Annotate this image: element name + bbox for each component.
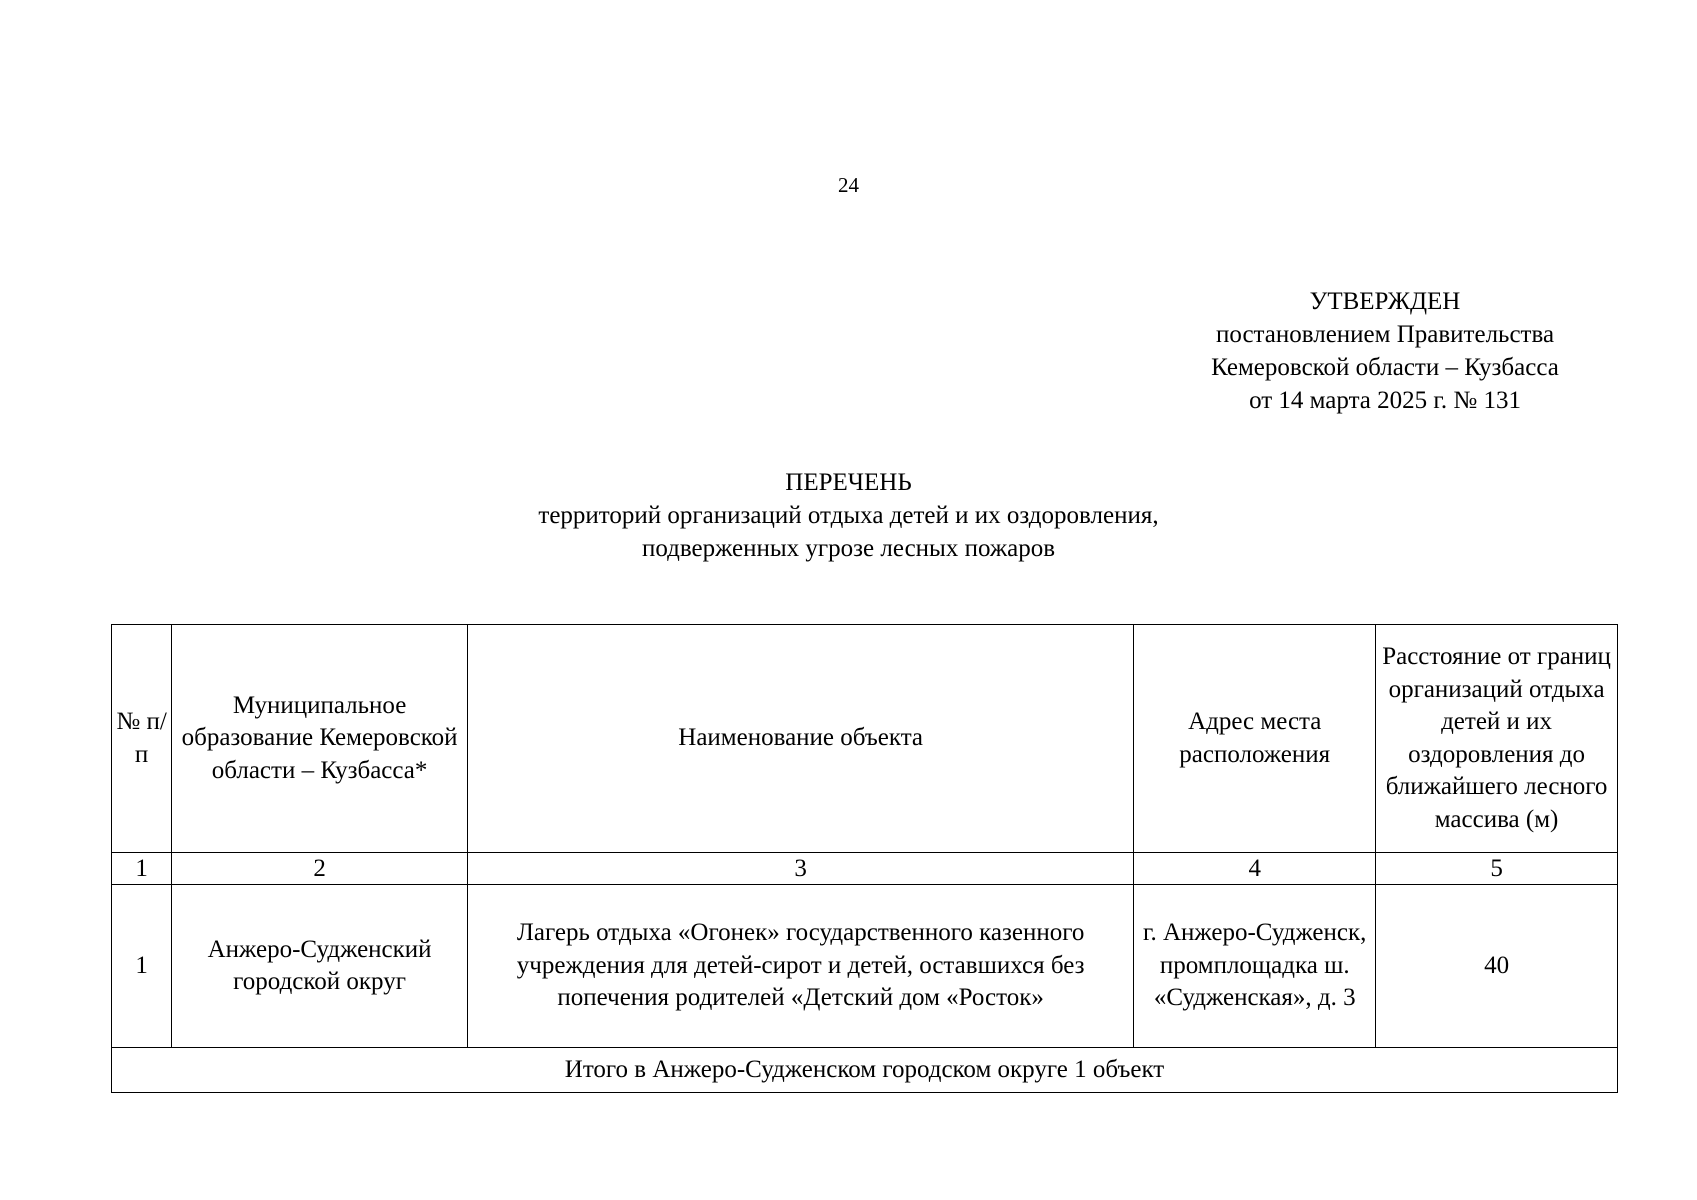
header-number: № п/п	[112, 625, 172, 853]
row-number: 1	[112, 885, 172, 1048]
total-summary: Итого в Анжеро-Судженском городском округе 1 объект	[112, 1048, 1618, 1093]
header-address: Адрес места расположения	[1134, 625, 1376, 853]
approval-date-number: от 14 марта 2025 г. № 131	[1249, 387, 1521, 414]
approval-line: Кемеровской области – Кузбасса	[1211, 354, 1559, 381]
row-municipality: Анжеро-Судженский городской округ	[172, 885, 468, 1048]
title-subtitle-line: территорий организаций отдыха детей и их оздоровления,	[538, 502, 1159, 529]
document-title	[0, 466, 1697, 565]
page-number: 24	[838, 173, 859, 197]
header-distance: Расстояние от границ организаций отдыха детей и их оздоровления до ближайшего лесного массива (м)	[1376, 625, 1618, 853]
registry-table	[111, 624, 1618, 1093]
title-subtitle-line: подверженных угрозе лесных пожаров	[641, 535, 1056, 562]
row-distance: 40	[1376, 885, 1618, 1048]
approval-stamp	[1140, 285, 1630, 417]
column-numbers-row	[112, 853, 1618, 885]
table-header-row	[112, 625, 1618, 853]
row-object-name: Лагерь отдыха «Огонек» государственного казенного учреждения для детей-сирот и детей, оставшихся без попечения родителей «Детский дом «Росток»	[467, 885, 1133, 1048]
approval-line: постановлением Правительства	[1215, 321, 1555, 348]
column-number: 4	[1134, 853, 1376, 885]
table-total-row	[112, 1048, 1618, 1093]
row-address: г. Анжеро-Судженск, промплощадка ш. «Судженская», д. 3	[1134, 885, 1376, 1048]
table-row	[112, 885, 1618, 1048]
title-heading: ПЕРЕЧЕНЬ	[785, 469, 912, 496]
approval-title: УТВЕРЖДЕН	[1309, 288, 1461, 315]
header-municipality: Муниципальное образование Кемеровской области – Кузбасса*	[172, 625, 468, 853]
column-number: 5	[1376, 853, 1618, 885]
column-number: 1	[112, 853, 172, 885]
header-object-name: Наименование объекта	[467, 625, 1133, 853]
column-number: 2	[172, 853, 468, 885]
column-number: 3	[467, 853, 1133, 885]
